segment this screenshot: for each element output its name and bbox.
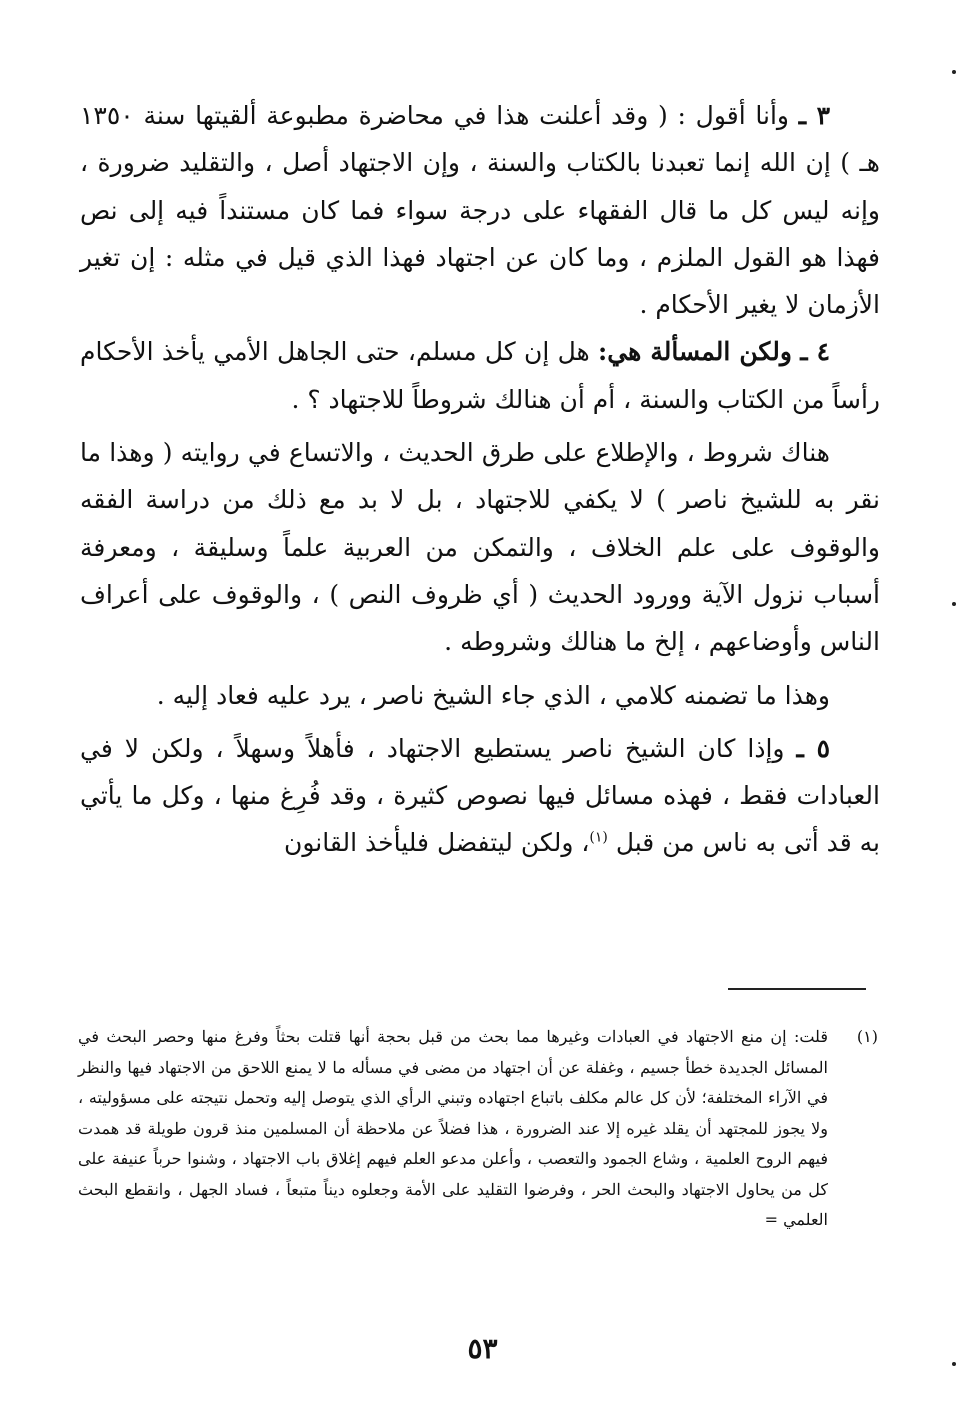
footnote-text: قلت: إن منع الاجتهاد في العبادات وغيرها مما بحث من قبل بحجة أنها قتلت بحثاً وفرغ منها وحصر البحث في المسائل الجديدة خطأ جسيم ، وغفلة عن أن اجتهاد من مضى في مسأله ما لا يمنع اللاحق من الاجتهاد فيها والنظر في الآراء المختلفة؛ لأن كل عالم مكلف باتباع اجتهاده وتبني الرأي الذي يتوصل إليه وتحمل نتيجته على مسؤوليته ، ولا يجوز للمجتهد أن يقلد غيره إلا عند الضرورة ، هذا فضلاً عن ملاحظة أن المسلمين منذ قرون طويلة قد همدت فيهم الروح العلمية ، وشاع الجمود والتعصب ، وأعلن مدعو العلم فيهم إغلاق باب الاجتهاد ، وشنوا حرباً عنيفة على كل من يحاول الاجتهاد والبحث الحر ، وفرضوا التقليد على الأمة وجعلوه ديناً متبعاً ، فساد الجهل ، وانقطع البحث العلمي = (78, 1027, 829, 1229)
paragraph-number: ٥ ـ (796, 733, 830, 763)
footnote-marker: (١) (856, 1027, 878, 1046)
page-number: ٥٣ (467, 1332, 498, 1365)
paragraph-text: وأنا أقول : ( وقد أعلنت هذا في محاضرة مطبوعة ألقيتها سنة ١٣٥٠ هـ ) إن الله إنما تعبدنا بالكتاب والسنة ، وإن الاجتهاد أصل ، والتقليد ضرورة ، وإنه ليس كل ما قال الفقهاء على درجة سواء فما كان مستنداً فيه إلى نص فهذا هو القول الملزم ، وما كان عن اجتهاد فهذا الذي قيل في مثله : إن تغير الأزمان لا يغير الأحكام . (80, 101, 880, 320)
paragraph-text: هناك شروط ، والإطلاع على طرق الحديث ، والاتساع في روايته ( وهذا ما نقر به للشيخ ناصر ) لا يكفي للاجتهاد ، بل لا بد مع ذلك من دراسة الفقه والوقوف على علم الخلاف ، والتمكن من العربية علماً وسليقة ، ومعرفة أسباب نزول الآية وورود الحديث ( أي ظروف النص ) ، والوقوف على أعراف الناس وأوضاعهم ، إلخ ما هنالك وشروطه . (80, 438, 880, 657)
main-text (80, 92, 880, 867)
footnote (78, 1022, 878, 1236)
paragraph-text: وإذا كان الشيخ ناصر يستطيع الاجتهاد ، فأهلاً وسهلاً ، ولكن لا في العبادات فقط ، فهذه مسائل فيها نصوص كثيرة ، وقد فُرِغ منها ، وكل ما يأتي به قد أتى به ناس من قبل (80, 733, 880, 858)
paragraph-heading: ولكن المسألة هي: (598, 337, 792, 367)
footnote-separator (728, 988, 866, 990)
paragraph-text-continued: ، ولكن ليتفضل فليأخذ القانون (284, 828, 590, 858)
paragraph-text: هل إن كل مسلم، حتى الجاهل الأمي يأخذ الأحكام رأساً من الكتاب والسنة ، أم أن هنالك شروطاً للاجتهاد ؟ . (80, 337, 880, 414)
paragraph-4 (80, 328, 880, 423)
scan-speck (952, 602, 956, 606)
paragraph-statement (80, 672, 880, 719)
paragraph-text: وهذا ما تضمنه كلامي ، الذي جاء الشيخ ناصر ، يرد عليه فعاد إليه . (156, 680, 830, 710)
scan-speck (952, 70, 956, 74)
paragraph-5 (80, 725, 880, 867)
paragraph-number: ٣ ـ (798, 101, 831, 130)
paragraph-conditions (80, 429, 880, 665)
paragraph-3 (80, 92, 880, 328)
paragraph-number: ٤ ـ (800, 337, 831, 367)
footnote-reference[interactable]: (١) (589, 830, 608, 847)
